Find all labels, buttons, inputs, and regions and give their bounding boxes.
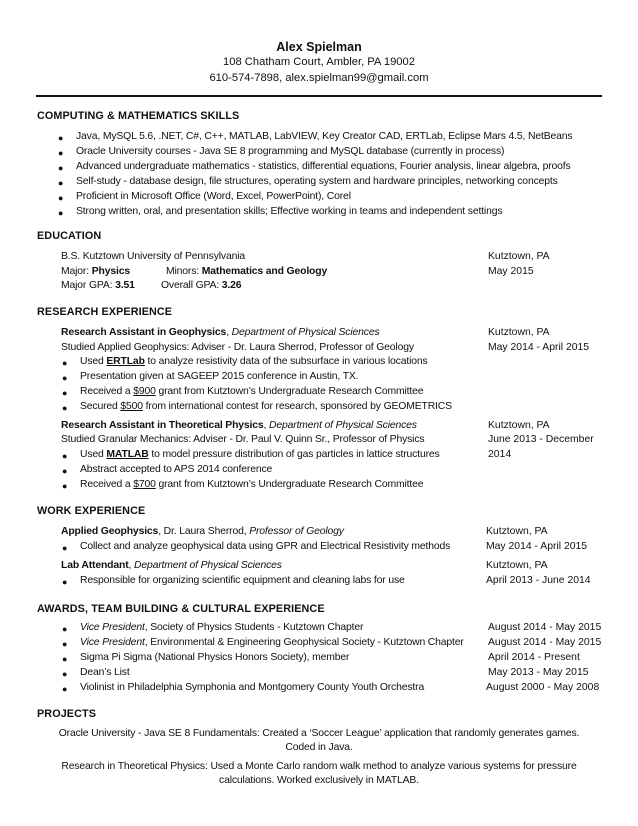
degree: B.S. Kutztown University of Pennsylvania: [61, 251, 246, 262]
research-job1-bullet: Used ERTLab to analyze resistivity data of the subsurface in various locations: [80, 356, 428, 367]
skill-item: Oracle University courses - Java SE 8 programming and MySQL database (currently in process): [76, 146, 505, 157]
bullet-icon: ●: [62, 403, 68, 413]
skills-heading: COMPUTING & MATHEMATICS SKILLS: [37, 110, 240, 122]
research-job2-location: Kutztown, PA: [488, 420, 550, 431]
work-job1-location: Kutztown, PA: [486, 526, 548, 537]
research-job1-bullet: Presentation given at SAGEEP 2015 conference in Austin, TX.: [80, 371, 359, 382]
minors: Minors: Mathematics and Geology: [166, 266, 328, 277]
work-job1-date: May 2014 - April 2015: [486, 541, 588, 552]
bullet-icon: ●: [58, 133, 64, 143]
research-job1-date: May 2014 - April 2015: [488, 342, 590, 353]
research-job2-title: Research Assistant in Theoretical Physics, Department of Physical Sciences: [61, 420, 417, 431]
project-1-cont: Coded in Java.: [285, 742, 353, 753]
candidate-contact: 610-574-7898, alex.spielman99@gmail.com: [209, 72, 429, 84]
education-date: May 2015: [488, 266, 534, 277]
research-job2-date-cont: 2014: [488, 449, 512, 460]
major-gpa: Major GPA: 3.51: [61, 280, 135, 291]
candidate-address: 108 Chatham Court, Ambler, PA 19002: [223, 56, 415, 68]
awards-heading: AWARDS, TEAM BUILDING & CULTURAL EXPERIENCE: [37, 603, 325, 615]
work-job2-bullet: Responsible for organizing scientific equipment and cleaning labs for use: [80, 575, 405, 586]
bullet-icon: ●: [62, 684, 68, 694]
header-divider: [36, 95, 602, 97]
overall-gpa: Overall GPA: 3.26: [161, 280, 242, 291]
research-job2-sub: Studied Granular Mechanics: Adviser - Dr. Paul V. Quinn Sr., Professor of Physics: [61, 434, 425, 445]
award-item: Dean’s List: [80, 667, 130, 678]
bullet-icon: ●: [58, 178, 64, 188]
skill-item: Proficient in Microsoft Office (Word, Excel, PowerPoint), Corel: [76, 191, 351, 202]
skill-item: Advanced undergraduate mathematics - statistics, differential equations, Fourier analysis, linear algebra, proofs: [76, 161, 571, 172]
projects-heading: PROJECTS: [37, 708, 96, 720]
work-job1-title: Applied Geophysics, Dr. Laura Sherrod, Professor of Geology: [61, 526, 344, 537]
work-job1-bullet: Collect and analyze geophysical data using GPR and Electrical Resistivity methods: [80, 541, 451, 552]
work-job2-date: April 2013 - June 2014: [486, 575, 591, 586]
research-job2-date: June 2013 - December: [488, 434, 594, 445]
skill-item: Strong written, oral, and presentation skills; Effective working in teams and independent settings: [76, 206, 503, 217]
project-1: Oracle University - Java SE 8 Fundamentals: Created a ‘Soccer League’ application that randomly generates games.: [58, 728, 580, 739]
skill-item: Self-study - database design, file structures, operating system and hardware principles, networking concepts: [76, 176, 558, 187]
award-date: August 2014 - May 2015: [488, 622, 602, 633]
bullet-icon: ●: [62, 654, 68, 664]
project-2-cont: calculations. Worked exclusively in MATLAB.: [219, 775, 419, 786]
bullet-icon: ●: [58, 208, 64, 218]
project-2: Research in Theoretical Physics: Used a Monte Carlo random walk method to analyze various systems for pressure: [61, 761, 577, 772]
award-item: Vice President, Environmental & Engineering Geophysical Society - Kutztown Chapter: [80, 637, 464, 648]
bullet-icon: ●: [62, 373, 68, 383]
bullet-icon: ●: [62, 543, 68, 553]
work-job2-location: Kutztown, PA: [486, 560, 548, 571]
research-job1-sub: Studied Applied Geophysics: Adviser - Dr. Laura Sherrod, Professor of Geology: [61, 342, 414, 353]
bullet-icon: ●: [62, 669, 68, 679]
skill-item: Java, MySQL 5.6, .NET, C#, C++, MATLAB, LabVIEW, Key Creator CAD, ERTLab, Eclipse Mars 4.5, NetBeans: [76, 131, 573, 142]
major: Major: Physics: [61, 266, 130, 277]
bullet-icon: ●: [58, 193, 64, 203]
bullet-icon: ●: [62, 451, 68, 461]
research-job1-title: Research Assistant in Geophysics, Department of Physical Sciences: [61, 327, 380, 338]
award-item: Vice President, Society of Physics Students - Kutztown Chapter: [80, 622, 364, 633]
bullet-icon: ●: [62, 466, 68, 476]
bullet-icon: ●: [62, 639, 68, 649]
research-heading: RESEARCH EXPERIENCE: [37, 306, 173, 318]
work-heading: WORK EXPERIENCE: [37, 505, 146, 517]
award-date: May 2013 - May 2015: [488, 667, 589, 678]
award-date: April 2014 - Present: [488, 652, 580, 663]
research-job2-bullet: Used MATLAB to model pressure distribution of gas particles in lattice structures: [80, 449, 440, 460]
research-job1-location: Kutztown, PA: [488, 327, 550, 338]
award-date: August 2014 - May 2015: [488, 637, 602, 648]
bullet-icon: ●: [58, 163, 64, 173]
bullet-icon: ●: [62, 624, 68, 634]
work-job2-title: Lab Attendant, Department of Physical Sciences: [61, 560, 282, 571]
award-item: Sigma Pi Sigma (National Physics Honors Society), member: [80, 652, 350, 663]
research-job2-bullet: Abstract accepted to APS 2014 conference: [80, 464, 273, 475]
research-job2-bullet: Received a $700 grant from Kutztown’s Undergraduate Research Committee: [80, 479, 424, 490]
education-location: Kutztown, PA: [488, 251, 550, 262]
bullet-icon: ●: [62, 358, 68, 368]
research-job1-bullet: Secured $500 from international contest for research, sponsored by GEOMETRICS: [80, 401, 452, 412]
research-job1-bullet: Received a $900 grant from Kutztown’s Undergraduate Research Committee: [80, 386, 424, 397]
bullet-icon: ●: [62, 481, 68, 491]
award-date: August 2000 - May 2008: [486, 682, 600, 693]
bullet-icon: ●: [58, 148, 64, 158]
bullet-icon: ●: [62, 577, 68, 587]
bullet-icon: ●: [62, 388, 68, 398]
candidate-name: Alex Spielman: [276, 40, 362, 54]
award-item: Violinist in Philadelphia Symphonia and Montgomery County Youth Orchestra: [80, 682, 425, 693]
education-heading: EDUCATION: [37, 230, 102, 242]
